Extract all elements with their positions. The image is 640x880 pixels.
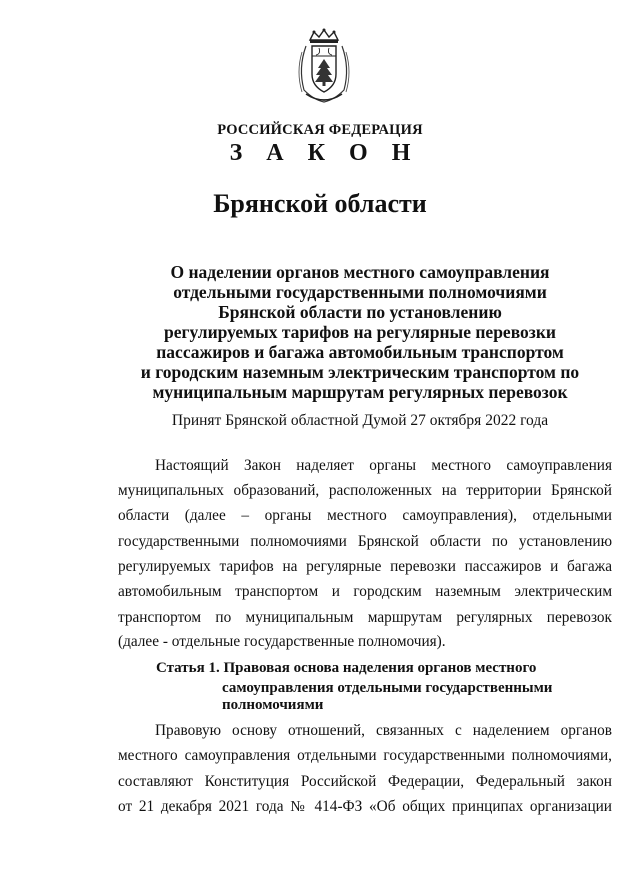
article-1-line: местного самоуправления отдельными государственными полномочиями, [118,747,612,764]
title-line: отдельными государственными полномочиями [173,282,547,302]
article-1-heading-cont: самоуправления отдельными государственными [222,680,553,696]
country-heading: РОССИЙСКАЯ ФЕДЕРАЦИЯ [217,122,423,138]
title-line: Брянской области по установлению [218,302,502,322]
document-type: З А К О Н [229,140,420,166]
article-1-line: Правовую основу отношений, связанных с наделением органов [155,722,612,739]
title-line: регулируемых тарифов на регулярные перевозки [164,322,556,342]
preamble-line: муниципальных образований, расположенных на территории Брянской [118,482,612,499]
title-line: О наделении органов местного самоуправления [170,262,550,282]
region-heading: Брянской области [213,189,427,218]
article-1-line: от 21 декабря 2021 года № 414-ФЗ «Об общих принципах организации [118,798,612,815]
preamble-line: регулируемых тарифов на регулярные перевозки пассажиров и багажа [118,558,612,575]
law-title [0,262,640,402]
title-line: пассажиров и багажа автомобильным транспортом [156,342,564,362]
title-line: муниципальным маршрутам регулярных перевозок [152,382,568,402]
bryansk-coat-of-arms-icon [292,28,356,104]
article-1-line: составляют Конституция Российской Федерации, Федеральный закон [118,773,612,790]
title-line: и городским наземным электрическим транспортом по [140,362,580,382]
preamble-line: (далее - отдельные государственные полномочия). [118,633,446,650]
preamble-line: государственными полномочиями Брянской области по установлению [118,533,612,550]
article-1-heading: Статья 1. Правовая основа наделения органов местного [156,660,537,676]
preamble-line: автомобильным транспортом и городским наземным электрическим [118,583,612,600]
preamble-line: транспортом по муниципальным маршрутам регулярных перевозок [118,609,612,626]
preamble-line: области (далее – органы местного самоуправления), отдельными [118,507,612,524]
preamble-line: Настоящий Закон наделяет органы местного самоуправления [155,457,612,474]
article-1-heading-cont: полномочиями [222,697,324,713]
adoption-note: Принят Брянской областной Думой 27 октября 2022 года [171,412,549,429]
